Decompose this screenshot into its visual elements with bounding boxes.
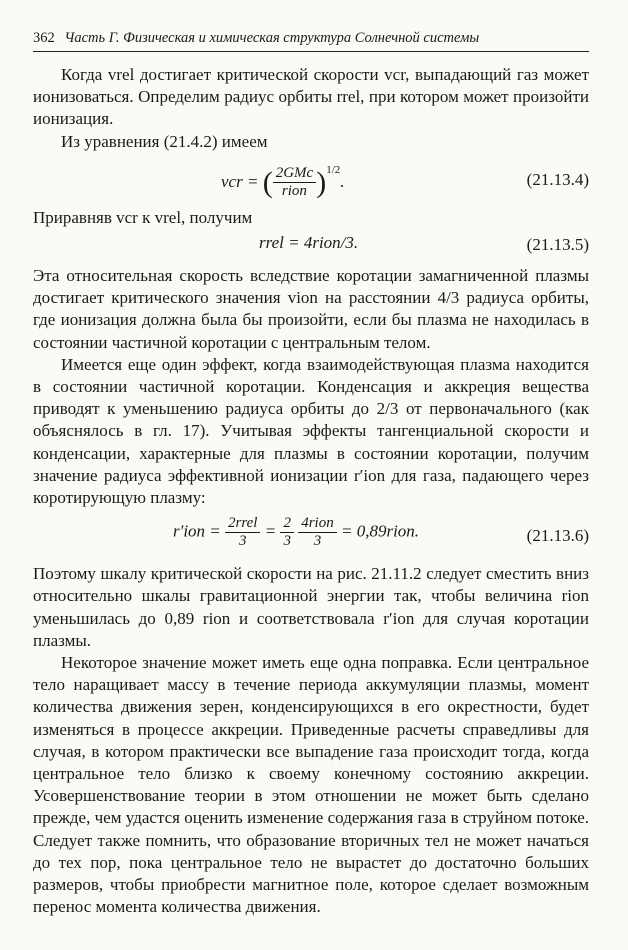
eq3-f3-denominator: 3 [313, 533, 322, 550]
paragraph-7: Некоторое значение может иметь еще одна поправка. Если центральное тело наращивает массу в течение периода аккумуляции плазмы, момент количества движения зерен, конденсирующихся в его окрестности, будет изменяться в процессе аккреции. Приведенные расчеты справедливы для случая, в котором практически все выпадение газа происходит тогда, когда центральное тело близко к своему конечному состоянию аккреции. Усовершенствование теории в этом отношении не может быть сделано прежде, чем удастся оценить изменение содержания газа в струйном потоке. Следует также помнить, что образование вторичных тел не может начаться до тех пор, пока центральное тело не вырастет до достаточно больших размеров, чтобы приобрести магнитное поле, которое сделает возможным перенос момента количества движения. [33, 653, 589, 917]
eq3-fraction-1 [225, 515, 260, 550]
paragraph-3: Приравняв vcr к vrel, получим [33, 207, 253, 227]
equation-21-13-4: vcr = ( $\frac{\text{2GMc}}{\text{rion}}$ )$^{1/2}$. (21.13.4) [221, 163, 589, 200]
eq1-fraction [273, 165, 317, 200]
equation-21-13-6: r′ion = $\frac{\text{2rrel}}{3}$ = $\frac{2}{3}$ $\frac{\text{4rion}}{3}$ = 0,89rion. (21.13.6) [173, 515, 589, 550]
paragraph-5: Имеется еще один эффект, когда взаимодействующая плазма находится в состоянии частичной коротации. Конденсация и аккреция вещества приводят к уменьшению радиуса орбиты до 2/3 от первоначального (как объяснялось в гл. 17). Учитывая эффекты тангенциальной скорости и конденсации, характерные для плазмы в состоянии коротации, получим значение радиуса эффективной ионизации r′ion для газа, падающего через коротирующую плазму: [33, 354, 589, 508]
running-title: Часть Г. Физическая и химическая структура Солнечной системы [64, 30, 480, 46]
eq1-exponent: 1/2 [326, 163, 341, 176]
page-number: 362 [33, 30, 55, 46]
equation-number-21-13-6: (21.13.6) [526, 526, 589, 546]
eq3-f1-denominator: 3 [239, 533, 247, 550]
eq3-lhs: r′ion = [173, 521, 221, 541]
equation-21-13-5 [33, 232, 589, 260]
eq3-fraction-3 [298, 515, 337, 550]
paragraph-2: Из уравнения (21.4.2) имеем [61, 131, 268, 151]
eq3-f3-numerator: 4rion [298, 515, 337, 533]
eq3-f2-denominator: 3 [283, 533, 291, 550]
eq3-f2-numerator: 2 [280, 515, 294, 533]
eq3-rhs: = 0,89rion. [340, 521, 420, 541]
paragraph-6: Поэтому шкалу критической скорости на рис. 21.11.2 следует сместить вниз относительно шкалы гравитационной энергии так, чтобы величина rion уменьшилась до 0,89 rion и соответствовала r′ion для случая коротации плазмы. [33, 564, 589, 650]
eq3-fraction-2 [280, 515, 294, 550]
running-header [33, 30, 589, 52]
eq2-formula: rrel = 4rion/3. [259, 233, 359, 253]
equation-number-21-13-4: (21.13.4) [526, 169, 589, 189]
equation-number-21-13-5: (21.13.5) [526, 235, 589, 255]
eq3-f1-numerator: 2rrel [225, 515, 260, 533]
eq1-tail: . [340, 171, 345, 191]
eq1-lhs: vcr = [221, 171, 259, 191]
page-body [33, 64, 589, 919]
eq1-numerator: 2GMc [273, 165, 317, 183]
paragraph-1: Когда vrel достигает критической скорости vcr, выпадающий газ может ионизоваться. Определим радиус орбиты rrel, при котором может произойти ионизация. [33, 65, 589, 129]
eq1-denominator: rion [281, 183, 307, 200]
paragraph-4: Эта относительная скорость вследствие коротации замагниченной плазмы достигает критического значения vion на расстоянии 4/3 радиуса орбиты, где ионизация должна была бы произойти, если бы плазма не находилась в состоянии частичной коротации с центральным телом. [33, 266, 589, 352]
